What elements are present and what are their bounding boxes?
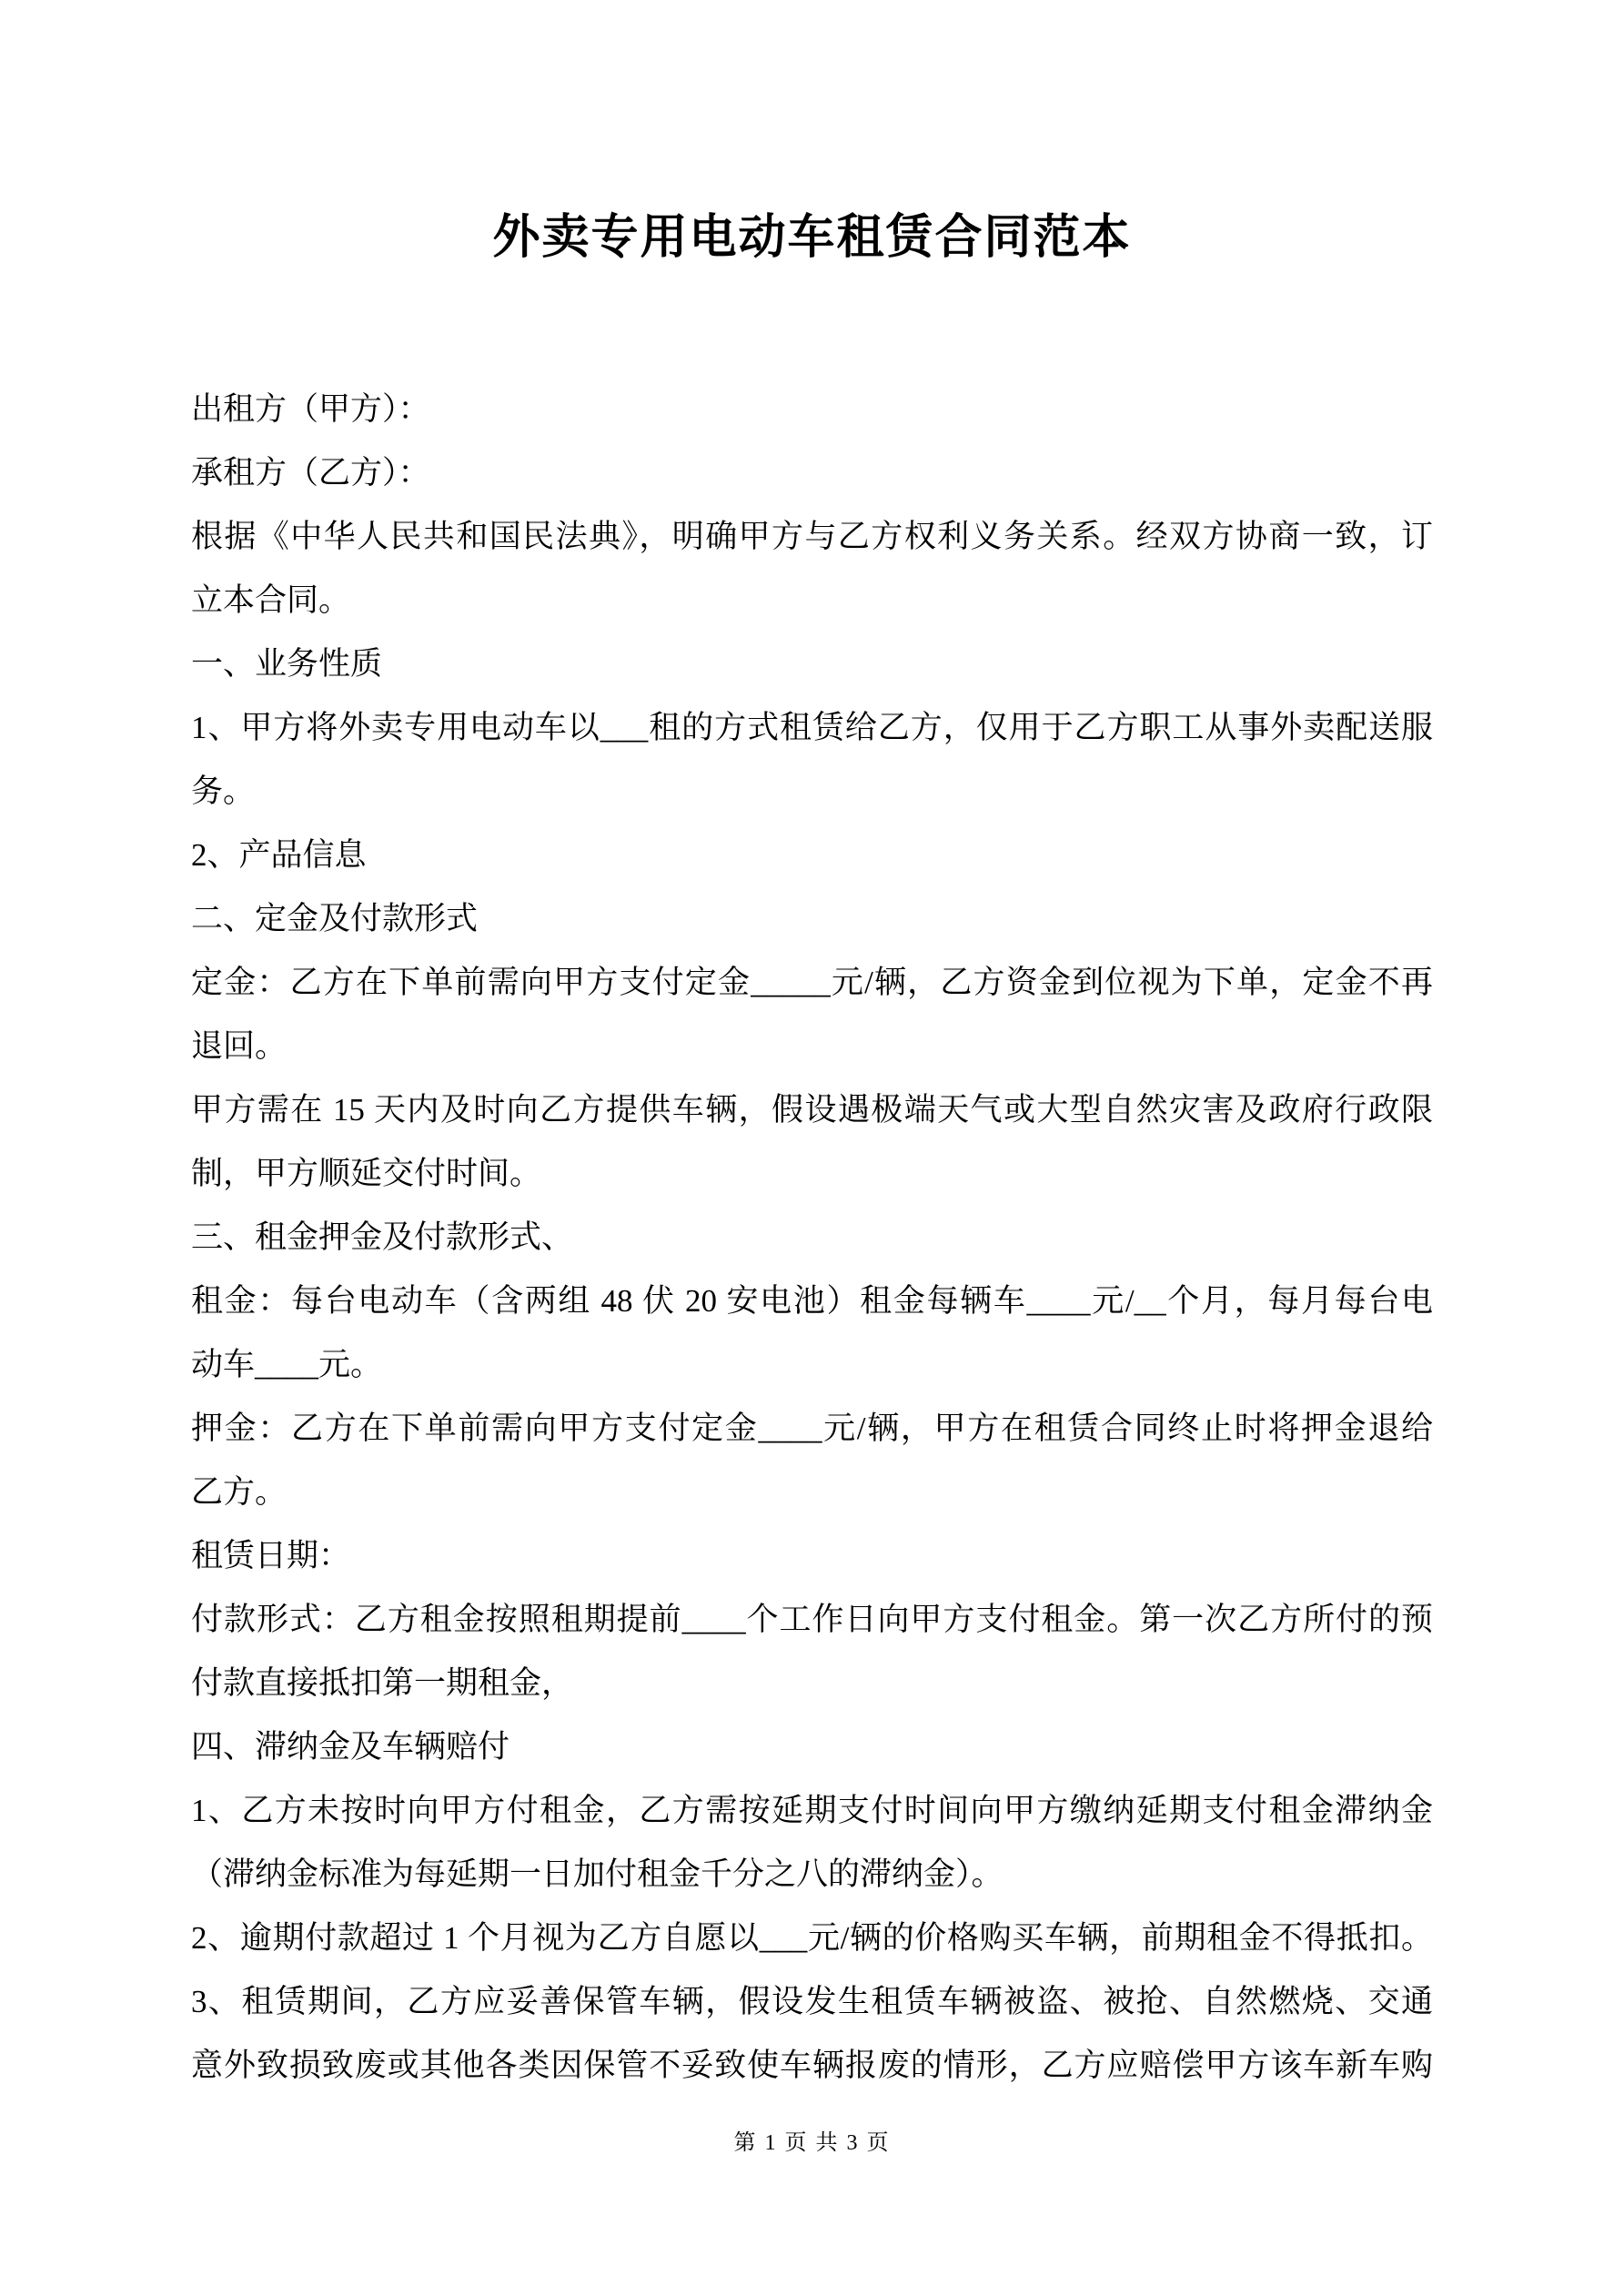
contract-line-security-deposit: 押金：乙方在下单前需向甲方支付定金____元/辆，甲方在租赁合同终止时将押金退给: [191, 1411, 1433, 1446]
contract-line-payment-form-cont: 付款直接抵扣第一期租金，: [191, 1665, 574, 1701]
contract-line-clause-1-1: 1、甲方将外卖专用电动车以___租的方式租赁给乙方，仅用于乙方职工从事外卖配送服: [191, 710, 1433, 745]
contract-line-lessee: 承租方（乙方）：: [191, 455, 430, 491]
contract-line-late-fee: 1、乙方未按时向甲方付租金，乙方需按延期支付时间向甲方缴纳延期支付租金滞纳金: [191, 1793, 1433, 1828]
contract-heading-section-2: 二、定金及付款形式: [191, 901, 479, 936]
contract-heading-section-3: 三、租金押金及付款形式、: [191, 1219, 574, 1255]
contract-line-rent: 租金：每台电动车（含两组 48 伏 20 安电池）租金每辆车____元/__个月，每月每台电: [191, 1283, 1433, 1319]
contract-line-rent-cont: 动车____元。: [191, 1347, 383, 1382]
contract-line-lease-date: 租赁日期：: [191, 1538, 351, 1573]
contract-line-deposit-cont: 退回。: [191, 1028, 287, 1064]
contract-line-late-fee-cont: （滞纳金标准为每延期一日加付租金千分之八的滞纳金）。: [191, 1856, 1004, 1892]
contract-line-preamble-cont: 立本合同。: [191, 582, 351, 618]
contract-line-vehicle-care: 3、租赁期间，乙方应妥善保管车辆，假设发生租赁车辆被盗、被抢、自然燃烧、交通: [191, 1984, 1433, 2019]
contract-line-deposit: 定金：乙方在下单前需向甲方支付定金_____元/辆，乙方资金到位视为下单，定金不再: [191, 965, 1433, 1000]
contract-line-vehicle-care-cont: 意外致损致废或其他各类因保管不妥致使车辆报废的情形，乙方应赔偿甲方该车新车购: [191, 2048, 1433, 2083]
contract-heading-section-4: 四、滞纳金及车辆赔付: [191, 1729, 510, 1765]
contract-line-delivery: 甲方需在 15 天内及时向乙方提供车辆，假设遇极端天气或大型自然灾害及政府行政限: [191, 1092, 1433, 1128]
contract-line-delivery-cont: 制，甲方顺延交付时间。: [191, 1156, 542, 1191]
document-title: 外卖专用电动车租赁合同范本: [492, 212, 1132, 264]
contract-line-clause-1-1-cont: 务。: [191, 774, 256, 809]
contract-line-security-deposit-cont: 乙方。: [191, 1474, 287, 1510]
contract-heading-section-1: 一、业务性质: [191, 646, 383, 682]
contract-line-lessor: 出租方（甲方）：: [191, 391, 430, 427]
contract-line-payment-form: 付款形式：乙方租金按照租期提前____个工作日向甲方支付租金。第一次乙方所付的预: [191, 1602, 1433, 1637]
contract-line-preamble: 根据《中华人民共和国民法典》，明确甲方与乙方权利义务关系。经双方协商一致，订: [191, 519, 1433, 554]
contract-line-clause-1-2: 2、产品信息: [191, 837, 367, 873]
document-body: [191, 378, 1433, 2098]
page-number-footer: 第 1 页 共 3 页: [733, 2131, 891, 2155]
contract-line-overdue: 2、逾期付款超过 1 个月视为乙方自愿以___元/辆的价格购买车辆，前期租金不得抵扣。: [191, 1920, 1433, 1956]
